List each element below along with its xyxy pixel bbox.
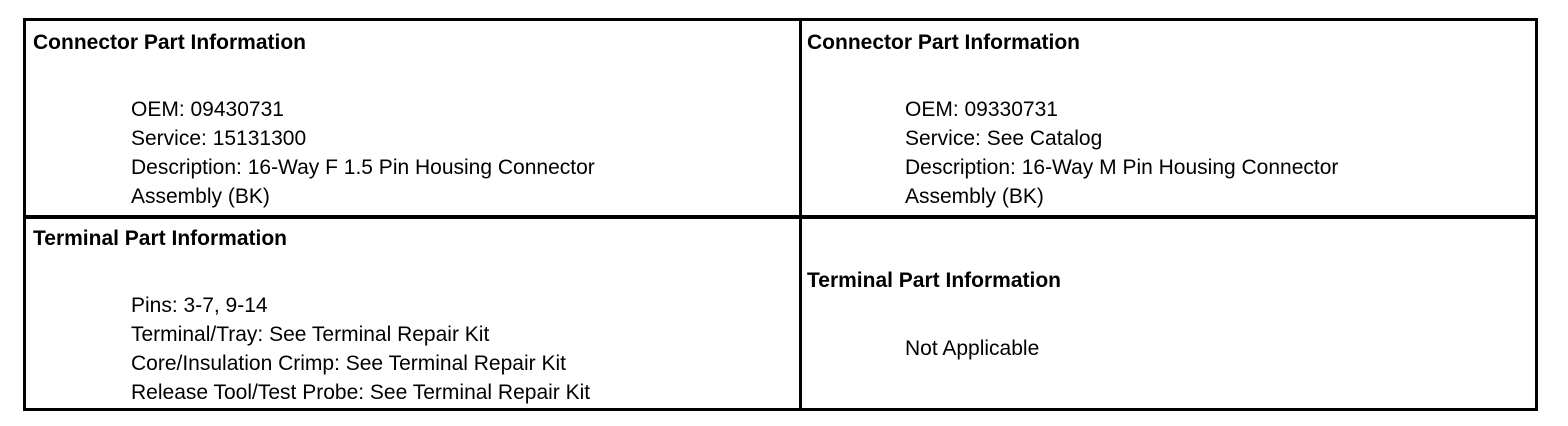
terminal-tray-line: Terminal/Tray: See Terminal Repair Kit <box>131 323 490 346</box>
connector-info-heading-left: Connector Part Information <box>33 31 307 54</box>
connector-info-table <box>23 18 1538 411</box>
terminal-info-heading-right: Terminal Part Information <box>807 269 1061 292</box>
terminal-info-details-right <box>905 334 1039 363</box>
not-applicable-line: Not Applicable <box>905 337 1040 360</box>
oem-number-left: OEM: 09430731 <box>131 98 284 121</box>
row-divider <box>26 215 1535 219</box>
description-cont-left: Assembly (BK) <box>131 185 270 208</box>
service-number-left: Service: 15131300 <box>131 127 307 150</box>
connector-info-details-right <box>905 95 1338 211</box>
release-tool-line: Release Tool/Test Probe: See Terminal Repair Kit <box>131 381 591 404</box>
service-number-right: Service: See Catalog <box>905 127 1103 150</box>
description-left: Description: 16-Way F 1.5 Pin Housing Connector <box>131 156 595 179</box>
connector-info-heading-right: Connector Part Information <box>807 31 1081 54</box>
terminal-info-heading-left: Terminal Part Information <box>33 227 287 250</box>
crimp-line: Core/Insulation Crimp: See Terminal Repair Kit <box>131 352 566 375</box>
description-right: Description: 16-Way M Pin Housing Connector <box>905 156 1339 179</box>
oem-number-right: OEM: 09330731 <box>905 98 1058 121</box>
terminal-info-details-left <box>131 291 590 407</box>
pins-line: Pins: 3-7, 9-14 <box>131 294 268 317</box>
connector-info-details-left <box>131 95 595 211</box>
description-cont-right: Assembly (BK) <box>905 185 1044 208</box>
